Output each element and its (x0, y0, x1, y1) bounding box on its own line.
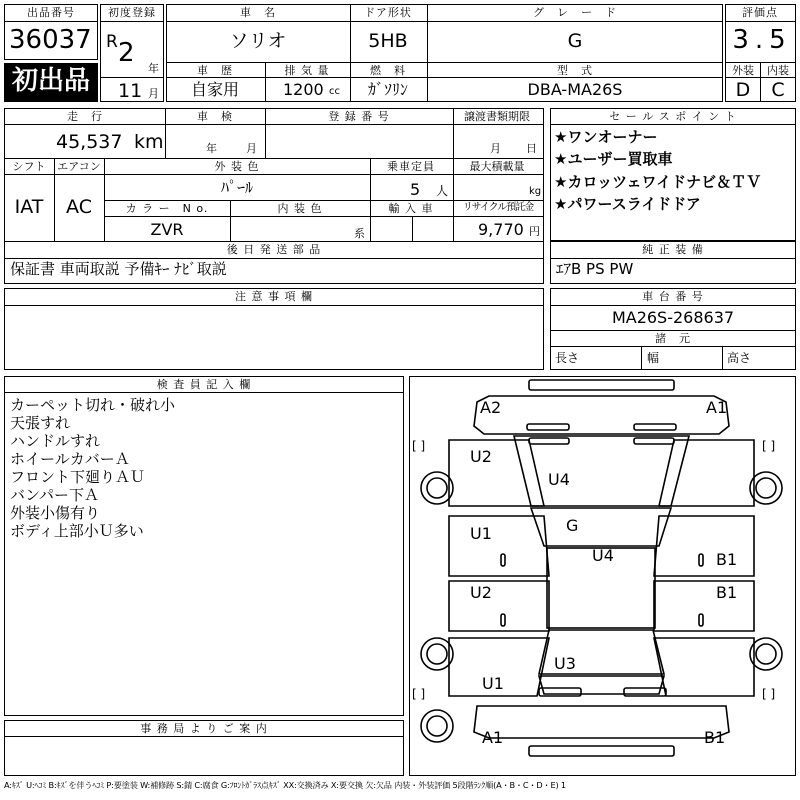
score: 3.5 (732, 25, 792, 55)
displacement: 1200 (283, 80, 324, 99)
mark-b1-right-lower: B1 (716, 583, 738, 602)
inspection-label: 車 検 (197, 110, 233, 123)
first-reg-label: 初度登録 (108, 6, 156, 19)
interior-grade: C (771, 79, 785, 101)
door-type: 5HB (368, 30, 408, 52)
shift: IAT (14, 196, 44, 218)
exterior-label: 外装 (732, 64, 754, 77)
inspection-year: 年 (206, 142, 217, 155)
mark-u2-upper: U2 (470, 447, 492, 466)
interior-label: 内装 (767, 64, 789, 77)
mark-u1-rear: U1 (482, 674, 504, 693)
inspector-line: ホイールカバーＡ (10, 450, 130, 468)
mark-g-glass: G (566, 516, 579, 535)
front-strip (529, 380, 674, 390)
right-front-door (654, 516, 754, 576)
inspector-line: 外装小傷有り (10, 504, 101, 522)
exterior-grade: D (735, 79, 751, 101)
reg-year: 2 (118, 38, 135, 68)
notes-label: 注 意 事 項 欄 (235, 290, 313, 303)
mileage-label: 走 行 (67, 110, 103, 123)
inspector-line: カーペット切れ・破れ小 (10, 396, 176, 414)
inspector-line: フロント下廻りＡＵ (10, 468, 146, 486)
color-no-label: カ ラ ー N o. (125, 202, 209, 215)
mark-u4-roof: U4 (592, 546, 614, 565)
inspector-label: 検 査 員 記 入 欄 (156, 378, 252, 391)
height-label: 高さ (727, 351, 752, 365)
transfer-deadline-label: 譲渡書類期限 (464, 110, 530, 123)
month-unit: 月 (148, 87, 159, 100)
load-unit: kg (529, 186, 542, 197)
ext-color-label: 外 装 色 (214, 160, 260, 173)
sales-point-2: ★ユーザー買取車 (554, 150, 673, 168)
left-rear-door (449, 581, 549, 631)
mark-u3-rear: U3 (554, 654, 576, 673)
history-label: 車 歴 (197, 64, 233, 77)
capacity: 5 (410, 180, 421, 199)
bracket-left: [ ] (412, 439, 426, 453)
rear-strip (529, 746, 674, 756)
car-name-label: 車 名 (240, 6, 276, 19)
chassis-number: MA26S-268637 (611, 308, 735, 327)
equipment-label: 純 正 装 備 (642, 243, 704, 256)
model-code: DBA-MA26S (527, 80, 623, 99)
load-label: 最大積載量 (469, 160, 525, 173)
dims-label: 諸 元 (655, 332, 691, 345)
sales-point-1: ★ワンオーナー (554, 128, 658, 146)
mileage: 45,537 (56, 131, 123, 153)
import-label: 輸 入 車 (388, 202, 434, 215)
int-color-suffix: 系 (354, 227, 365, 240)
ext-color: ﾊﾟｰﾙ (220, 178, 254, 197)
mark-u1-left: U1 (470, 524, 492, 543)
bracket-left-lower: [ ] (412, 687, 426, 701)
displacement-label: 排 気 量 (284, 64, 330, 77)
inspector-notes (10, 396, 175, 540)
lot-number: 36037 (9, 25, 92, 55)
office-label: 事 務 局 よ り ご 案 内 (140, 722, 268, 735)
front-bumper (474, 396, 729, 434)
grille-left (527, 424, 569, 430)
history: 自家用 (190, 80, 240, 99)
air-conditioner: AC (66, 196, 92, 218)
grille-right (634, 424, 676, 430)
capacity-label: 乗車定員 (387, 160, 435, 173)
score-label: 評価点 (742, 6, 778, 19)
equipment: ｴｱB PS PW (556, 260, 634, 278)
right-rear-fender (654, 638, 754, 696)
windshield (531, 508, 671, 546)
era: R (106, 32, 118, 52)
transfer-day: 日 (526, 142, 537, 155)
mark-u4-hood: U4 (548, 470, 570, 489)
rear-bumper (474, 706, 729, 738)
transfer-month: 月 (490, 142, 501, 155)
width-label: 幅 (647, 351, 660, 365)
mark-b1-right-upper: B1 (716, 550, 738, 569)
left-front-door (449, 516, 549, 576)
recycle-fee: 9,770 (478, 220, 524, 239)
model-label: 型 式 (557, 64, 593, 77)
mileage-unit: km (134, 131, 164, 153)
length-label: 長さ (555, 351, 580, 365)
fuel: ｶﾞｿﾘﾝ (367, 80, 409, 99)
hood (514, 436, 689, 506)
mark-a1-front: A1 (706, 398, 728, 417)
car-name: ソリオ (229, 30, 287, 52)
inspector-line: 天張すれ (10, 414, 71, 432)
mark-a2-front: A2 (480, 398, 502, 417)
legend: A:ｷｽﾞ U:ﾍｺﾐ B:ｷｽﾞを伴うﾍｺﾐ P:要塗装 W:補修跡 S:錆 C:腐食 G:ﾌﾛﾝﾄｶﾞﾗｽ点ｷｽﾞ XX:交換済み X:要交換 欠:欠品 内装・外装評価 5段階ﾗﾝｸ順(A・B・C・D・E) 1 (4, 780, 566, 790)
grade-label: グ レ ー ド (533, 6, 617, 19)
grade: G (567, 30, 583, 52)
recycle-unit: 円 (529, 225, 540, 238)
color-no: ZVR (150, 220, 184, 239)
int-color-label: 内 装 色 (277, 202, 323, 215)
reg-month: 11 (118, 80, 143, 102)
mark-u2-lower: U2 (470, 583, 492, 602)
parts-label: 後 日 発 送 部 品 (226, 243, 322, 256)
lot-label: 出品番号 (27, 6, 75, 19)
displacement-unit: cc (329, 86, 340, 97)
left-front-fender (449, 440, 544, 506)
door-label: ドア形状 (364, 6, 412, 19)
reg-number-label: 登 録 番 号 (328, 110, 390, 123)
ac-label: エアコン (57, 160, 101, 173)
bracket-right-lower: [ ] (762, 687, 776, 701)
mark-a1-rear: A1 (482, 728, 504, 747)
sales-label: セ ー ル ス ポ イ ン ト (609, 110, 737, 123)
car-diagram (409, 376, 796, 776)
mark-b1-rear: B1 (704, 728, 726, 747)
inspector-line: ハンドルすれ (10, 432, 101, 450)
shift-label: シフト (12, 160, 46, 173)
first-listing-text: 初出品 (11, 66, 91, 96)
capacity-unit: 人 (436, 184, 449, 198)
fuel-label: 燃 料 (370, 64, 406, 77)
tailgate (539, 676, 664, 694)
chassis-label: 車 台 番 号 (642, 290, 704, 303)
recycle-label: リサイクル預託金 (462, 202, 534, 213)
inspector-line: ボディ上部小Ｕ多い (10, 522, 144, 540)
sales-point-4: ★パワースライドドア (554, 195, 701, 213)
inspector-line: バンパー下Ａ (10, 486, 99, 504)
sales-point-3: ★カロッツェワイドナビ＆ＴＶ (554, 173, 762, 191)
parts: 保証書 車両取説 予備ｷｰ ﾅﾋﾞ取説 (10, 260, 227, 278)
year-unit: 年 (148, 62, 159, 75)
spare-wheel (421, 710, 453, 742)
right-rear-door (654, 581, 754, 631)
inspection-month: 月 (246, 142, 257, 155)
bracket-right: [ ] (762, 439, 776, 453)
